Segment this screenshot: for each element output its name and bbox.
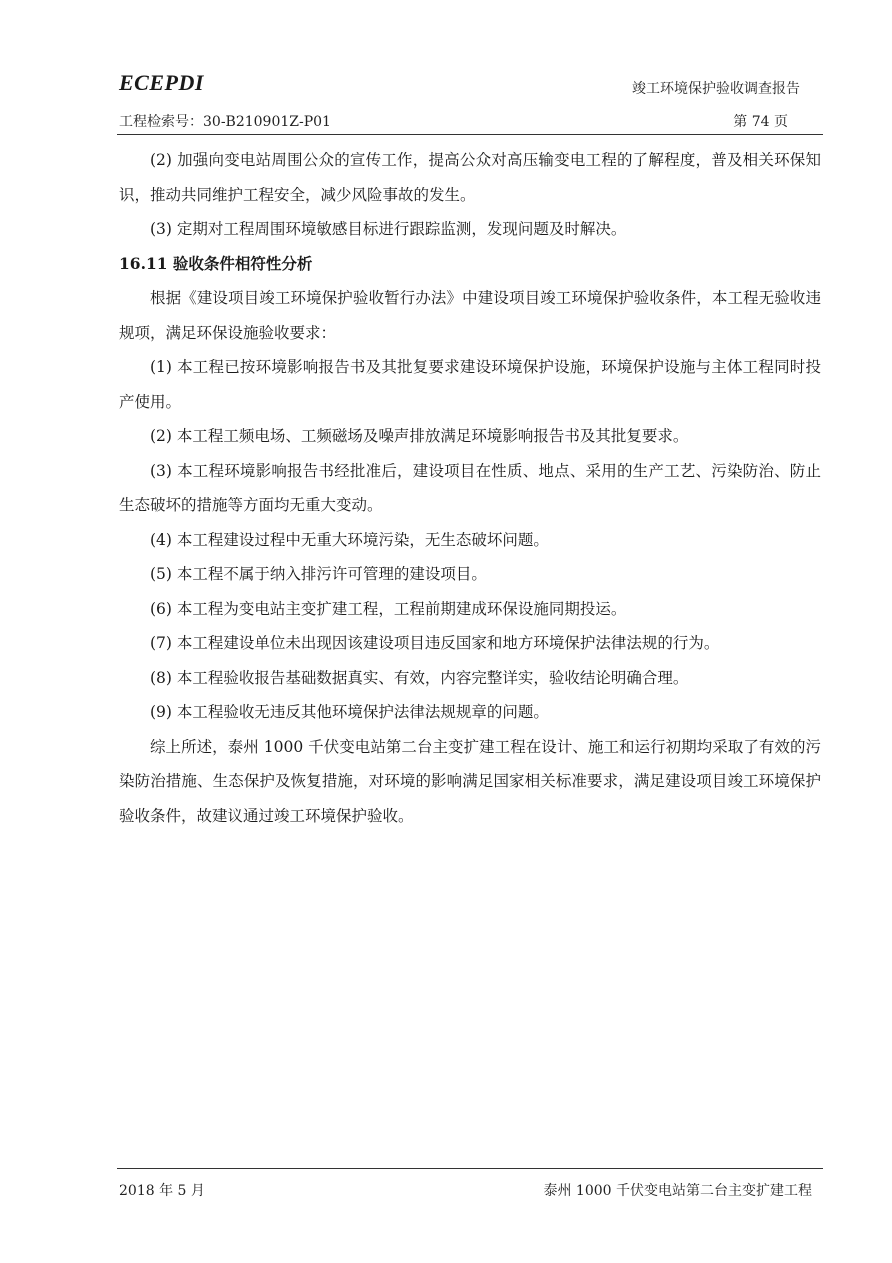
paragraph-measure-2: (2) 加强向变电站周围公众的宣传工作，提高公众对高压输变电工程的了解程度，普及相关环保知识，推动共同维护工程安全，减少风险事故的发生。 — [119, 151, 821, 204]
paragraph-basis: 根据《建设项目竣工环境保护验收暂行办法》中建设项目竣工环境保护验收条件，本工程无验收违规项，满足环保设施验收要求： — [119, 289, 821, 342]
footer-divider — [117, 1168, 823, 1169]
report-title: 竣工环境保护验收调查报告 — [632, 81, 800, 97]
condition-item: (5) 本工程不属于纳入排污许可管理的建设项目。 — [150, 565, 487, 583]
condition-item: (9) 本工程验收无违反其他环境保护法律法规规章的问题。 — [150, 703, 549, 721]
footer-date: 2018 年 5 月 — [119, 1183, 205, 1199]
header-meta-row — [119, 111, 823, 133]
section-heading: 16.11 验收条件相符性分析 — [119, 253, 313, 273]
paragraph-conclusion: 综上所述，泰州 1000 千伏变电站第二台主变扩建工程在设计、施工和运行初期均采取了有效的污染防治措施、生态保护及恢复措施，对环境的影响满足国家相关标准要求，满足建设项目竣工环境保护验收条件，故建议通过竣工环境保护验收。 — [119, 737, 821, 825]
condition-item: (6) 本工程为变电站主变扩建工程，工程前期建成环保设施同期投运。 — [150, 599, 627, 618]
retrieval-code: 工程检索号：30-B210901Z-P01 — [119, 114, 331, 130]
company-logo: ECEPDI — [119, 70, 204, 95]
condition-item: (8) 本工程验收报告基础数据真实、有效，内容完整详实，验收结论明确合理。 — [150, 668, 689, 687]
header-divider — [117, 134, 823, 135]
condition-item: (7) 本工程建设单位未出现因该建设项目违反国家和地方环境保护法律法规的行为。 — [150, 634, 720, 652]
page-number: 第 74 页 — [733, 114, 788, 130]
condition-item: (1) 本工程已按环境影响报告书及其批复要求建设环境保护设施，环境保护设施与主体工程同时投产使用。 — [119, 358, 821, 411]
condition-item: (3) 本工程环境影响报告书经批准后，建设项目在性质、地点、采用的生产工艺、污染防治、防止生态破坏的措施等方面均无重大变动。 — [119, 461, 821, 514]
footer-project-name: 泰州 1000 千伏变电站第二台主变扩建工程 — [543, 1183, 812, 1199]
condition-item: (2) 本工程工频电场、工频磁场及噪声排放满足环境影响报告书及其批复要求。 — [150, 427, 689, 445]
document-body — [119, 143, 821, 833]
condition-item: (4) 本工程建设过程中无重大环境污染，无生态破坏问题。 — [150, 530, 549, 549]
paragraph-measure-3: (3) 定期对工程周围环境敏感目标进行跟踪监测，发现问题及时解决。 — [150, 220, 627, 238]
